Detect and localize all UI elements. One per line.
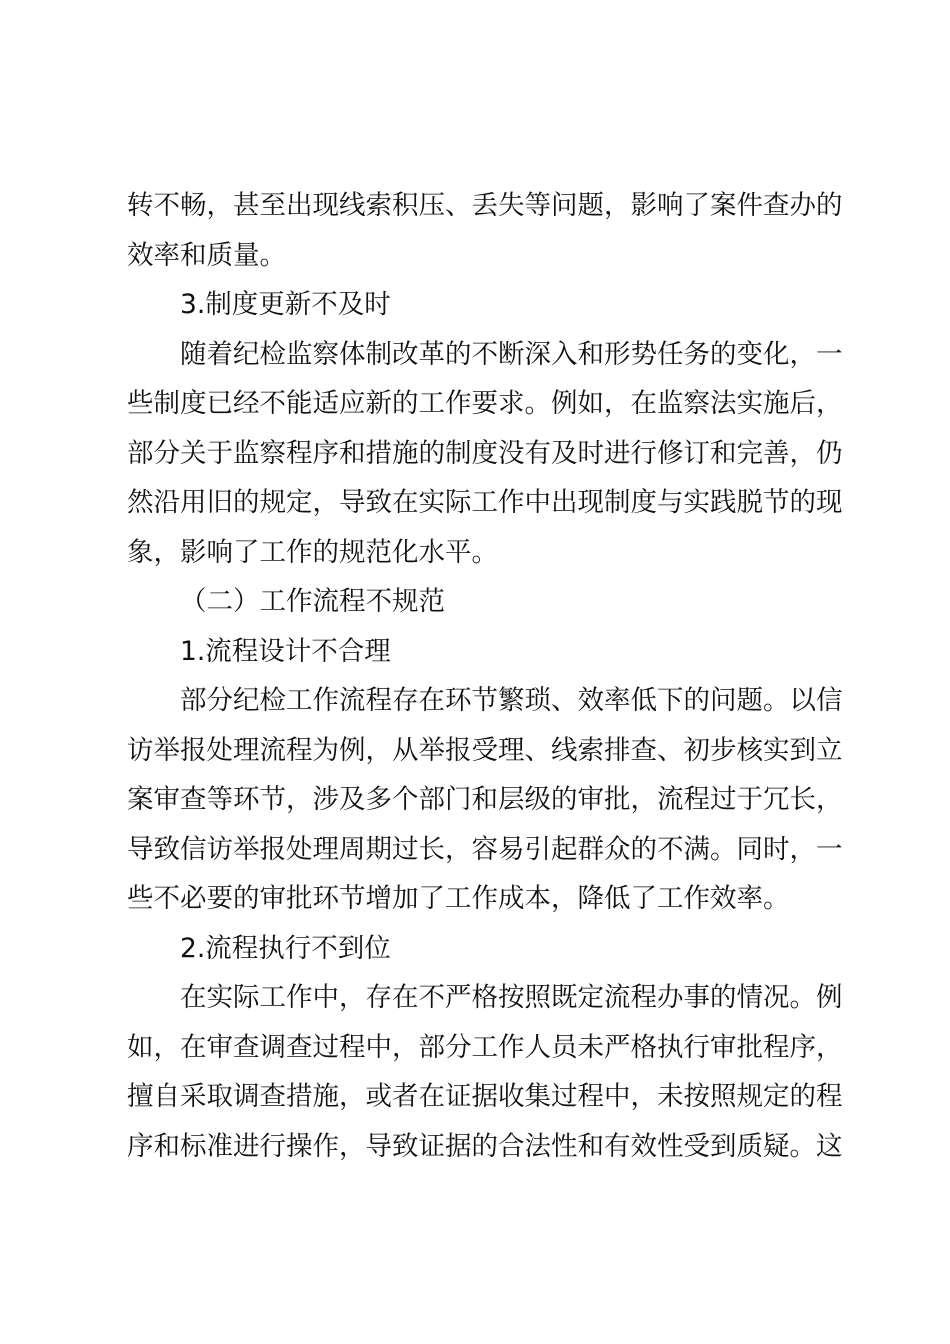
text-line: 导致信访举报处理周期过长，容易引起群众的不满。同时，一 — [127, 833, 843, 865]
text-line: 序和标准进行操作，导致证据的合法性和有效性受到质疑。这 — [127, 1130, 843, 1162]
document-body — [127, 181, 843, 1171]
text-line: 部分关于监察程序和措施的制度没有及时进行修订和完善，仍 — [127, 437, 843, 469]
paragraph-continued — [127, 181, 843, 280]
text-line: 访举报处理流程为例，从举报受理、线索排查、初步核实到立 — [127, 734, 843, 766]
section-heading: 3.制度更新不及时 — [180, 289, 391, 320]
text-line: 些制度已经不能适应新的工作要求。例如，在监察法实施后， — [127, 388, 843, 419]
text-line: 些不必要的审批环节增加了工作成本，降低了工作效率。 — [127, 883, 790, 914]
text-line: 象，影响了工作的规范化水平。 — [127, 536, 498, 568]
paragraph — [127, 330, 843, 578]
text-line: 如，在审查调查过程中，部分工作人员未严格执行审批程序， — [127, 1031, 843, 1063]
text-line: 案审查等环节，涉及多个部门和层级的审批，流程过于冗长， — [127, 784, 843, 815]
text-line: 擅自采取调查措施，或者在证据收集过程中，未按照规定的程 — [127, 1081, 843, 1112]
text-line: 在实际工作中，存在不严格按照既定流程办事的情况。例 — [180, 982, 843, 1013]
text-line: 转不畅，甚至出现线索积压、丢失等问题，影响了案件查办的 — [127, 190, 843, 221]
subsection-heading: 2.流程执行不到位 — [180, 932, 391, 964]
text-line: 随着纪检监察体制改革的不断深入和形势任务的变化，一 — [180, 338, 843, 370]
section-heading: （二）工作流程不规范 — [180, 586, 445, 617]
text-line: 效率和质量。 — [127, 239, 286, 271]
paragraph — [127, 676, 843, 924]
text-line: 然沿用旧的规定，导致在实际工作中出现制度与实践脱节的现 — [127, 487, 843, 518]
text-line: 部分纪检工作流程存在环节繁琐、效率低下的问题。以信 — [180, 685, 843, 716]
subsection-heading: 1.流程设计不合理 — [180, 635, 391, 667]
paragraph — [127, 973, 843, 1171]
